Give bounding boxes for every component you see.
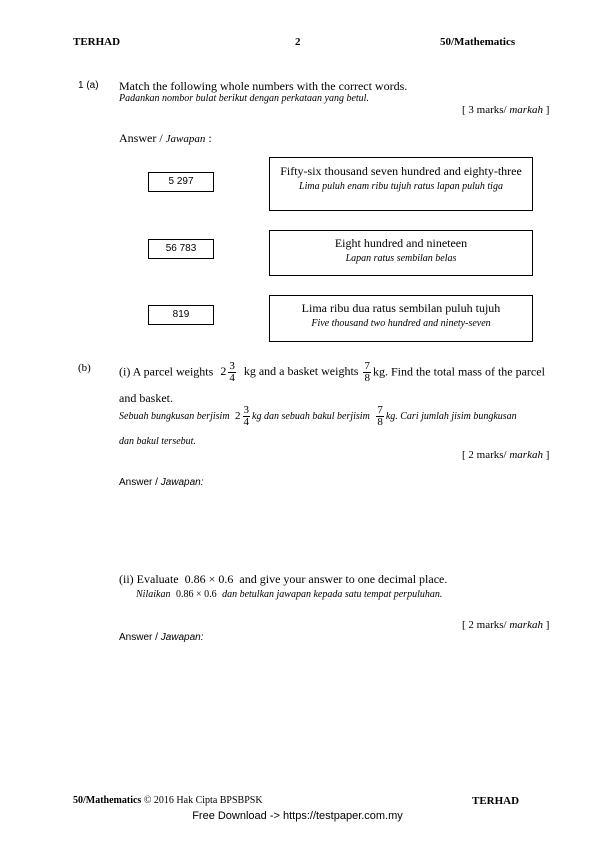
q1b-ii-question-en: (ii) Evaluate 0.86 × 0.6 and give your answer to one decimal place. [119,572,448,586]
word-box-2-ms: Lapan ratus sembilan belas [345,253,457,264]
word-box-1-en: Fifty-six thousand seven hundred and eighty-three [280,164,522,178]
word-box-1-ms: Lima puluh enam ribu tujuh ratus lapan puluh tiga [299,181,503,192]
word-box-1 [269,157,533,211]
page-number: 2 [295,36,301,48]
expression: 0.86 × 0.6 [184,572,234,586]
q1b-i-question-ms-cont: dan bakul tersebut. [119,436,196,447]
number-box-2: 56 783 [148,239,214,259]
fraction-7-8: $\frac{7}{8}$ [364,360,370,384]
q1a-instruction-en: Match the following whole numbers with the correct words. [119,79,408,93]
word-box-3-ms: Five thousand two hundred and ninety-seven [311,318,491,329]
question-number: 1 (a) [78,80,99,91]
q1b-i-marks: [ 2 marks/ markah ] [462,449,550,461]
header-right: 50/Mathematics [440,36,516,48]
q1b-i-question-en: (i) A parcel weights 2 $\frac{3}{4}$ kg and a basket weights $\frac{7}{8}$ kg. Find the total mass of the parcel [119,360,545,384]
q1b-ii-answer-label: Answer / Jawapan: [119,632,204,643]
header-left: TERHAD [73,36,121,48]
number-box-3: 819 [148,305,214,325]
word-box-3 [269,295,533,342]
q1b-i-answer-label: Answer / Jawapan: [119,477,204,488]
number-box-1: 5 297 [148,172,214,192]
q1b-i-question-ms: Sebuah bungkusan berjisim 2 $\frac{3}{4}$ kg dan sebuah bakul berjisim $\frac{7}{8}$ kg. Cari jumlah jisim bungkusan [119,404,517,428]
footer-right: TERHAD [472,795,520,807]
footer-copyright: 50/Mathematics © 2016 Hak Cipta BPSBPSK [73,795,263,806]
q1b-ii-marks: [ 2 marks/ markah ] [462,619,550,631]
mixed-number-whole: 2 [220,364,227,379]
q1b-label: (b) [78,362,91,374]
q1a-marks: [ 3 marks/ markah ] [462,104,550,116]
word-box-2 [269,230,533,276]
word-box-2-en: Eight hundred and nineteen [334,236,468,250]
q1a-instruction-ms: Padankan nombor bulat berikut dengan perkataan yang betul. [119,93,369,104]
fraction-3-4: $\frac{3}{4}$ [229,360,235,384]
download-link[interactable]: Free Download -> https://testpaper.com.my [192,810,403,822]
word-box-3-en: Lima ribu dua ratus sembilan puluh tujuh [301,301,501,315]
q1b-i-question-en-cont: and basket. [119,391,173,405]
q1a-answer-label: Answer / Jawapan : [119,131,212,145]
q1b-ii-question-ms: Nilaikan 0.86 × 0.6 dan betulkan jawapan kepada satu tempat perpuluhan. [136,589,443,600]
